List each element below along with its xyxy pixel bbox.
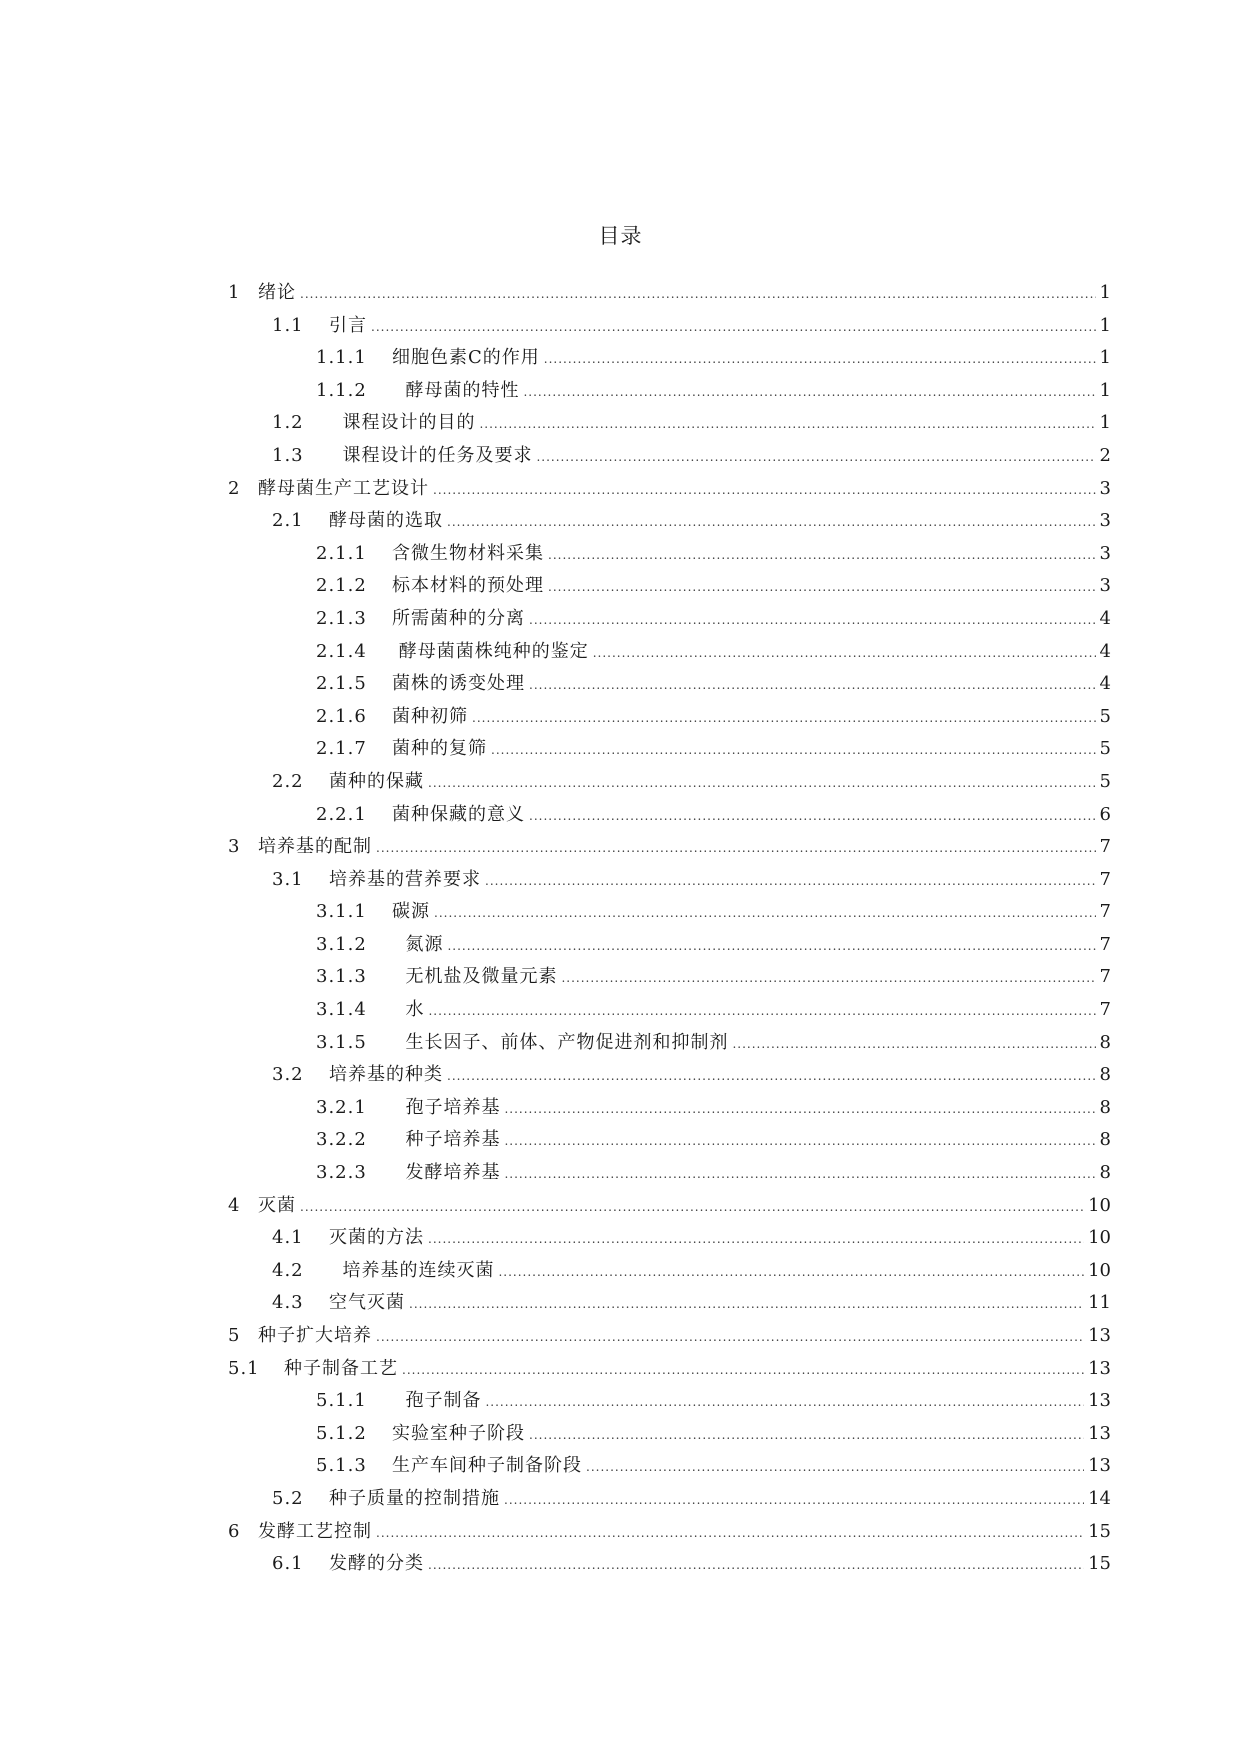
toc-entry[interactable] (228, 310, 1111, 343)
toc-entry[interactable] (228, 277, 1111, 310)
toc-entry-number: 3.1.1 (316, 901, 367, 923)
dot-leader (586, 1451, 1084, 1484)
toc-entry-number: 2.1.6 (316, 705, 367, 727)
toc-entry-number: 3.1.3 (316, 966, 367, 988)
toc-entry-number: 3.2.3 (316, 1162, 367, 1184)
toc-entry-page-number: 10 (1088, 1259, 1111, 1281)
toc-entry-label: 酵母菌的特性 (392, 379, 520, 401)
page-title: 目录 (598, 224, 643, 248)
toc-entry-label: 课程设计的任务及要求 (329, 444, 533, 466)
toc-entry[interactable] (228, 961, 1111, 994)
dot-leader (479, 408, 1095, 441)
toc-entry-label: 培养基的连续灭菌 (329, 1259, 495, 1281)
toc-entry-page-number: 1 (1099, 412, 1111, 434)
toc-entry-number: 3.2 (272, 1064, 304, 1086)
toc-entry[interactable] (228, 440, 1111, 473)
toc-entry-label: 酵母菌菌株纯种的鉴定 (392, 640, 589, 662)
toc-entry[interactable] (228, 1059, 1111, 1092)
toc-entry-number: 4.1 (272, 1227, 304, 1249)
toc-entry-page-number: 8 (1099, 1129, 1111, 1151)
toc-entry-label: 种子扩大培养 (258, 1325, 372, 1346)
toc-entry-page-number: 3 (1099, 542, 1111, 564)
toc-entry-label: 氮源 (392, 933, 444, 955)
toc-entry-number: 3 (228, 836, 241, 858)
toc-entry-label: 引言 (329, 314, 367, 336)
toc-entry[interactable] (228, 1222, 1111, 1255)
toc-entry-label: 培养基的种类 (329, 1064, 443, 1086)
toc-entry[interactable] (228, 1548, 1111, 1581)
toc-entry-page-number: 2 (1099, 444, 1111, 466)
dot-leader (529, 669, 1096, 702)
toc-entry[interactable] (228, 1255, 1111, 1288)
toc-entry[interactable] (228, 1157, 1111, 1190)
toc-entry[interactable] (228, 1190, 1111, 1223)
toc-entry-number: 3.1.2 (316, 933, 367, 955)
dot-leader (447, 1060, 1096, 1093)
dot-leader (485, 1386, 1084, 1419)
toc-entry-number: 1.1 (272, 314, 304, 336)
toc-entry-page-number: 8 (1099, 1064, 1111, 1086)
toc-entry-label: 培养基的配制 (258, 836, 372, 858)
dot-leader (376, 832, 1096, 865)
toc-entry-page-number: 5 (1099, 705, 1111, 727)
toc-entry-number: 3.1 (272, 868, 304, 890)
toc-entry-number: 3.1.5 (316, 1031, 367, 1053)
toc-entry[interactable] (228, 1483, 1111, 1516)
toc-entry[interactable] (228, 603, 1111, 636)
toc-entry-page-number: 11 (1088, 1292, 1111, 1314)
toc-entry-number: 4.3 (272, 1292, 304, 1314)
toc-entry-label: 空气灭菌 (329, 1292, 405, 1314)
table-of-contents (228, 277, 1111, 1581)
toc-entry[interactable] (228, 1092, 1111, 1125)
toc-entry[interactable] (228, 538, 1111, 571)
toc-entry-page-number: 13 (1088, 1390, 1111, 1412)
toc-entry-label: 灭菌的方法 (329, 1227, 424, 1249)
dot-leader (434, 897, 1096, 930)
toc-entry[interactable] (228, 505, 1111, 538)
toc-entry-number: 5 (228, 1325, 241, 1346)
dot-leader (504, 1484, 1084, 1517)
toc-entry-number: 4.2 (272, 1259, 304, 1281)
toc-entry-label: 发酵的分类 (329, 1553, 424, 1575)
toc-entry-page-number: 13 (1088, 1455, 1111, 1477)
dot-leader (544, 343, 1096, 376)
toc-entry-page-number: 3 (1099, 510, 1111, 532)
toc-entry-number: 5.1.2 (316, 1422, 367, 1444)
toc-entry-page-number: 14 (1088, 1487, 1111, 1509)
toc-entry-page-number: 1 (1099, 347, 1111, 369)
toc-entry-number: 2.1.2 (316, 575, 367, 597)
toc-entry-number: 2.2 (272, 770, 304, 792)
toc-entry-label: 实验室种子阶段 (392, 1422, 525, 1444)
toc-entry-page-number: 1 (1099, 314, 1111, 336)
toc-entry-label: 课程设计的目的 (329, 412, 476, 434)
dot-leader (428, 1549, 1084, 1582)
toc-entry-page-number: 7 (1099, 836, 1111, 858)
dot-leader (300, 278, 1096, 311)
toc-entry-label: 孢子培养基 (392, 1096, 501, 1118)
toc-entry-label: 酵母菌的选取 (329, 510, 443, 532)
toc-entry[interactable] (228, 1320, 1111, 1353)
toc-entry-page-number: 7 (1099, 868, 1111, 890)
toc-entry-label: 发酵培养基 (392, 1162, 501, 1184)
toc-entry-number: 2 (228, 477, 241, 499)
toc-entry[interactable] (228, 896, 1111, 929)
toc-entry-number: 6.1 (272, 1553, 304, 1575)
toc-entry[interactable] (228, 1124, 1111, 1157)
dot-leader (529, 604, 1096, 637)
toc-entry[interactable] (228, 799, 1111, 832)
dot-leader (472, 702, 1096, 735)
toc-entry-number: 4 (228, 1194, 241, 1216)
dot-leader (732, 1028, 1095, 1061)
toc-entry-page-number: 4 (1099, 607, 1111, 629)
dot-leader (529, 1419, 1084, 1452)
toc-entry-page-number: 4 (1099, 673, 1111, 695)
dot-leader (529, 800, 1096, 833)
dot-leader (300, 1191, 1084, 1224)
dot-leader (548, 539, 1096, 572)
toc-entry-number: 3.2.2 (316, 1129, 367, 1151)
toc-entry-number: 3.1.4 (316, 999, 367, 1021)
toc-entry-number: 2.1.5 (316, 673, 367, 695)
toc-entry-page-number: 7 (1099, 999, 1111, 1021)
toc-entry-page-number: 3 (1099, 477, 1111, 499)
toc-entry-number: 5.1 (228, 1357, 260, 1379)
toc-entry-page-number: 8 (1099, 1096, 1111, 1118)
toc-entry-page-number: 13 (1088, 1422, 1111, 1444)
toc-entry-label: 培养基的营养要求 (329, 868, 481, 890)
dot-leader (428, 767, 1096, 800)
toc-entry-label: 菌株的诱变处理 (392, 673, 525, 695)
toc-entry-number: 1.2 (272, 412, 304, 434)
toc-entry-label: 标本材料的预处理 (392, 575, 544, 597)
toc-entry-label: 细胞色素C的作用 (392, 347, 540, 369)
toc-entry-label: 菌种的保藏 (329, 770, 424, 792)
toc-entry[interactable] (228, 668, 1111, 701)
toc-entry-label: 菌种保藏的意义 (392, 803, 525, 825)
toc-entry-page-number: 13 (1088, 1357, 1111, 1379)
toc-entry-number: 6 (228, 1520, 241, 1542)
toc-entry-label: 菌种初筛 (392, 705, 468, 727)
toc-entry-page-number: 5 (1099, 738, 1111, 760)
toc-entry-number: 1.1.2 (316, 379, 367, 401)
toc-entry[interactable] (228, 733, 1111, 766)
toc-entry-page-number: 4 (1099, 640, 1111, 662)
toc-entry-label: 发酵工艺控制 (258, 1520, 372, 1542)
toc-entry-number: 5.1.3 (316, 1455, 367, 1477)
toc-entry-label: 绪论 (258, 282, 296, 303)
toc-entry-label: 碳源 (392, 901, 430, 923)
dot-leader (504, 1093, 1095, 1126)
dot-leader (536, 441, 1095, 474)
toc-entry[interactable] (228, 1450, 1111, 1483)
toc-entry-page-number: 8 (1099, 1162, 1111, 1184)
toc-entry[interactable] (228, 375, 1111, 408)
dot-leader (376, 1321, 1084, 1354)
toc-entry-label: 种子制备工艺 (284, 1357, 398, 1379)
toc-entry-number: 2.2.1 (316, 803, 367, 825)
toc-entry-number: 1 (228, 282, 241, 303)
dot-leader (523, 376, 1095, 409)
dot-leader (498, 1256, 1084, 1289)
toc-entry-page-number: 7 (1099, 901, 1111, 923)
toc-entry-label: 含微生物材料采集 (392, 542, 544, 564)
toc-entry-label: 生产车间种子制备阶段 (392, 1455, 582, 1477)
dot-leader (428, 1223, 1084, 1256)
toc-entry[interactable] (228, 636, 1111, 669)
dot-leader (433, 474, 1096, 507)
toc-entry-number: 2.1.1 (316, 542, 367, 564)
toc-entry-label: 种子质量的控制措施 (329, 1487, 500, 1509)
toc-entry[interactable] (228, 1385, 1111, 1418)
toc-entry-label: 无机盐及微量元素 (392, 966, 558, 988)
toc-entry-page-number: 7 (1099, 933, 1111, 955)
toc-entry-number: 2.1.7 (316, 738, 367, 760)
toc-entry-page-number: 5 (1099, 770, 1111, 792)
toc-entry-page-number: 6 (1099, 803, 1111, 825)
toc-entry[interactable] (228, 1353, 1111, 1386)
toc-entry-number: 1.3 (272, 444, 304, 466)
toc-entry[interactable] (228, 1287, 1111, 1320)
toc-entry[interactable] (228, 929, 1111, 962)
toc-entry[interactable] (228, 570, 1111, 603)
toc-entry-page-number: 7 (1099, 966, 1111, 988)
toc-entry[interactable] (228, 342, 1111, 375)
toc-entry[interactable] (228, 766, 1111, 799)
dot-leader (447, 506, 1096, 539)
toc-entry[interactable] (228, 831, 1111, 864)
toc-entry[interactable] (228, 1516, 1111, 1549)
dot-leader (504, 1158, 1095, 1191)
toc-entry-page-number: 10 (1088, 1227, 1111, 1249)
dot-leader (491, 734, 1096, 767)
toc-entry-page-number: 1 (1099, 379, 1111, 401)
toc-entry-number: 3.2.1 (316, 1096, 367, 1118)
dot-leader (428, 995, 1095, 1028)
toc-entry[interactable] (228, 473, 1111, 506)
toc-entry[interactable] (228, 407, 1111, 440)
toc-entry[interactable] (228, 1027, 1111, 1060)
toc-entry-page-number: 13 (1088, 1325, 1111, 1346)
toc-entry-label: 水 (392, 999, 425, 1021)
dot-leader (447, 930, 1095, 963)
toc-entry-page-number: 10 (1088, 1194, 1111, 1216)
toc-entry-number: 2.1.4 (316, 640, 367, 662)
toc-entry-number: 2.1.3 (316, 607, 367, 629)
dot-leader (504, 1125, 1095, 1158)
toc-entry[interactable] (228, 1418, 1111, 1451)
dot-leader (371, 311, 1096, 344)
toc-entry-number: 5.2 (272, 1487, 304, 1509)
dot-leader (561, 962, 1095, 995)
toc-entry-label: 灭菌 (258, 1194, 296, 1216)
dot-leader (548, 571, 1096, 604)
toc-entry[interactable] (228, 994, 1111, 1027)
toc-entry[interactable] (228, 864, 1111, 897)
toc-entry-label: 菌种的复筛 (392, 738, 487, 760)
toc-entry-page-number: 1 (1099, 282, 1111, 303)
toc-entry-number: 5.1.1 (316, 1390, 367, 1412)
toc-entry-number: 1.1.1 (316, 347, 367, 369)
toc-entry-label: 酵母菌生产工艺设计 (258, 477, 429, 499)
toc-entry-label: 生长因子、前体、产物促进剂和抑制剂 (392, 1031, 729, 1053)
toc-entry-number: 2.1 (272, 510, 304, 532)
toc-entry[interactable] (228, 701, 1111, 734)
dot-leader (376, 1517, 1084, 1550)
toc-entry-label: 孢子制备 (392, 1390, 482, 1412)
dot-leader (593, 637, 1096, 670)
toc-entry-label: 所需菌种的分离 (392, 607, 525, 629)
dot-leader (409, 1288, 1084, 1321)
toc-entry-page-number: 8 (1099, 1031, 1111, 1053)
toc-entry-page-number: 15 (1088, 1553, 1111, 1575)
toc-entry-page-number: 3 (1099, 575, 1111, 597)
toc-entry-page-number: 15 (1088, 1520, 1111, 1542)
dot-leader (485, 865, 1096, 898)
dot-leader (402, 1354, 1084, 1387)
toc-entry-label: 种子培养基 (392, 1129, 501, 1151)
